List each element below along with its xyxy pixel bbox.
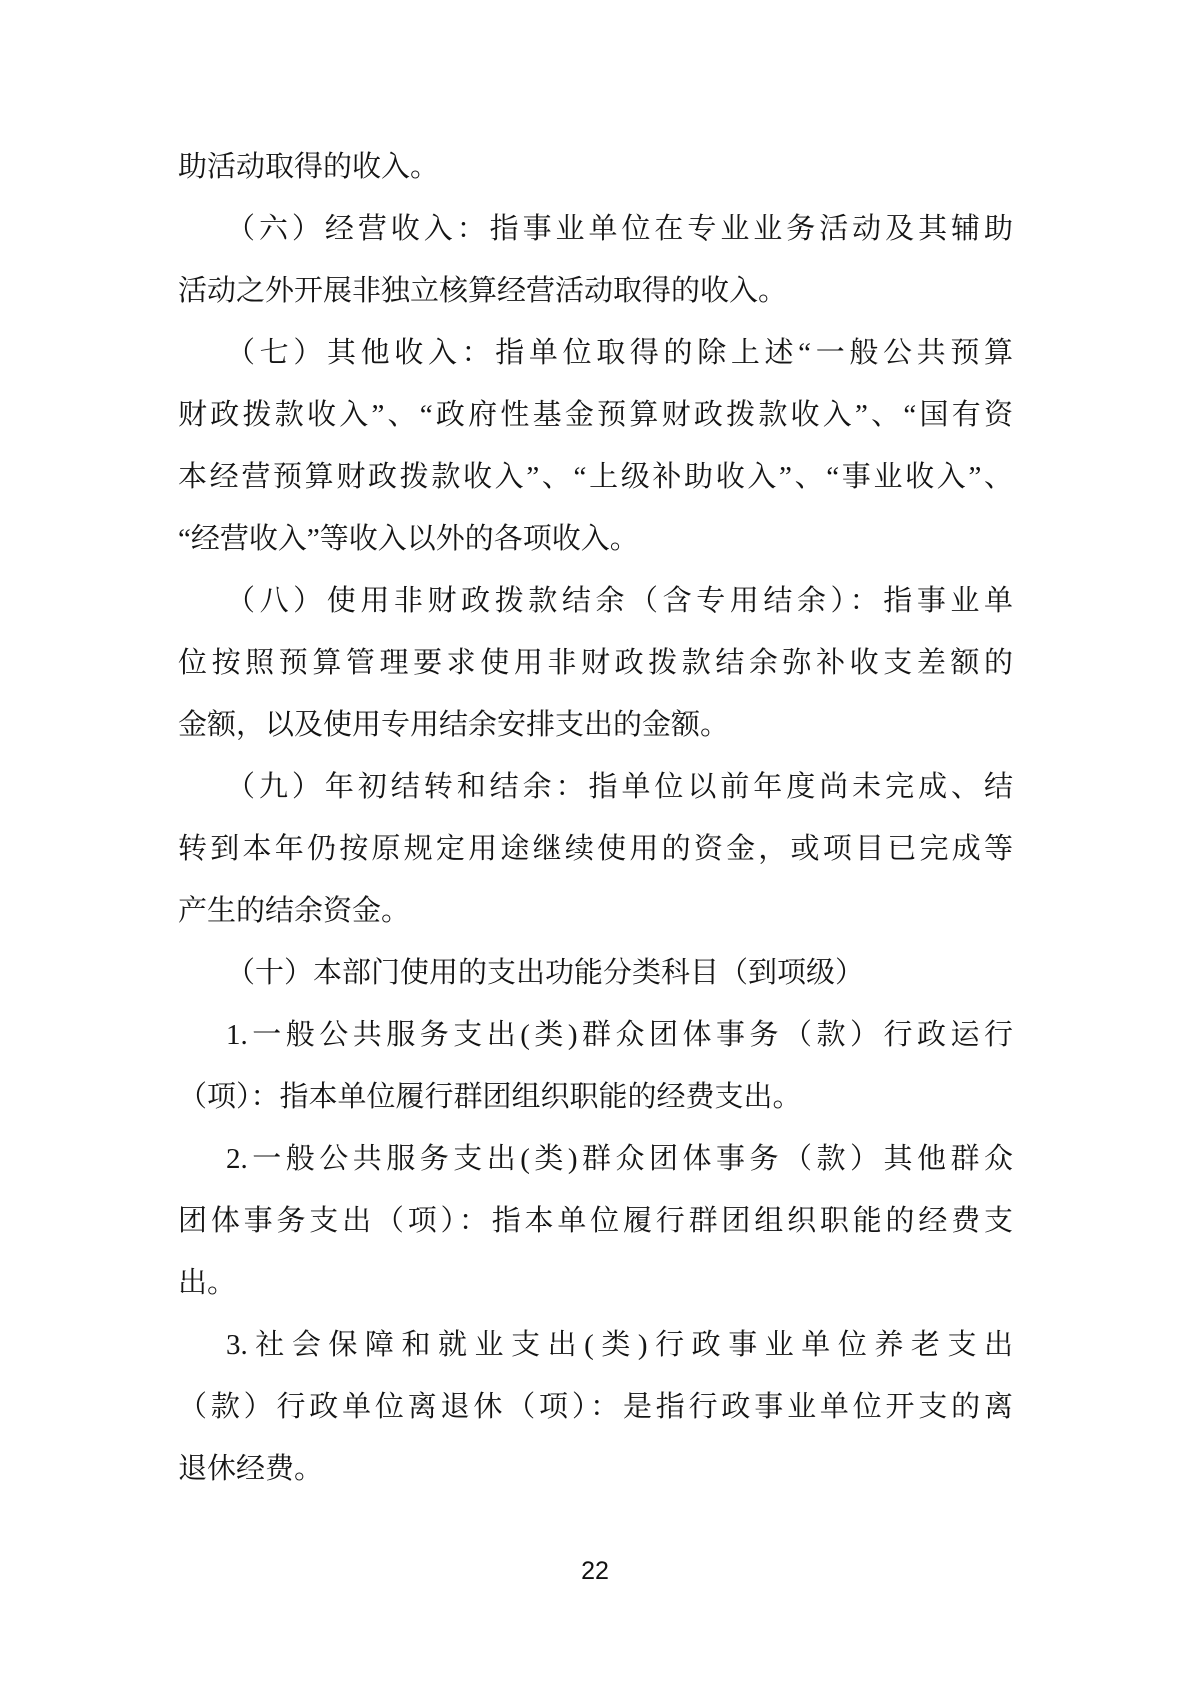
paragraph xyxy=(178,198,1013,322)
text-line: “经营收入”等收入以外的各项收入。 xyxy=(178,523,639,555)
text-line: 团体事务支出（项）：指本单位履行群团组织职能的经费支 xyxy=(178,1205,1013,1237)
paragraph xyxy=(178,1314,1013,1500)
text-line: 转到本年仍按原规定用途继续使用的资金，或项目已完成等 xyxy=(178,833,1013,865)
text-line: 出。 xyxy=(178,1267,237,1299)
text-line: （六）经营收入：指事业单位在专业业务活动及其辅助 xyxy=(226,213,1013,245)
text-line: 3.社会保障和就业支出(类)行政事业单位养老支出 xyxy=(226,1329,1013,1361)
text-line: 位按照预算管理要求使用非财政拨款结余弥补收支差额的 xyxy=(178,647,1013,679)
text-line: （十）本部门使用的支出功能分类科目（到项级） xyxy=(226,957,865,989)
page-number: 22 xyxy=(581,1557,609,1585)
text-line: 2.一般公共服务支出(类)群众团体事务（款）其他群众 xyxy=(226,1143,1013,1175)
text-line: 本经营预算财政拨款收入”、“上级补助收入”、“事业收入”、 xyxy=(178,461,1013,493)
text-line: 产生的结余资金。 xyxy=(178,895,411,927)
paragraph xyxy=(178,1128,1013,1314)
paragraph xyxy=(178,942,1013,1004)
text-line: 活动之外开展非独立核算经营活动取得的收入。 xyxy=(178,275,788,307)
document-body xyxy=(178,136,1013,1500)
text-line: （八）使用非财政拨款结余（含专用结余）：指事业单 xyxy=(226,585,1013,617)
text-line: 1.一般公共服务支出(类)群众团体事务（款）行政运行 xyxy=(226,1019,1013,1051)
paragraph xyxy=(178,570,1013,756)
paragraph xyxy=(178,1004,1013,1128)
text-line: 金额，以及使用专用结余安排支出的金额。 xyxy=(178,709,730,741)
paragraph xyxy=(178,322,1013,570)
text-line: （七）其他收入：指单位取得的除上述“一般公共预算 xyxy=(226,337,1013,369)
text-line: （九）年初结转和结余：指单位以前年度尚未完成、结 xyxy=(226,771,1013,803)
text-line: （项）：指本单位履行群团组织职能的经费支出。 xyxy=(178,1081,802,1113)
text-line: （款）行政单位离退休（项）：是指行政事业单位开支的离 xyxy=(178,1391,1013,1423)
paragraph xyxy=(178,136,1013,198)
text-line: 财政拨款收入”、“政府性基金预算财政拨款收入”、“国有资 xyxy=(178,399,1013,431)
text-line: 退休经费。 xyxy=(178,1453,324,1485)
text-line: 助活动取得的收入。 xyxy=(178,151,440,183)
paragraph xyxy=(178,756,1013,942)
